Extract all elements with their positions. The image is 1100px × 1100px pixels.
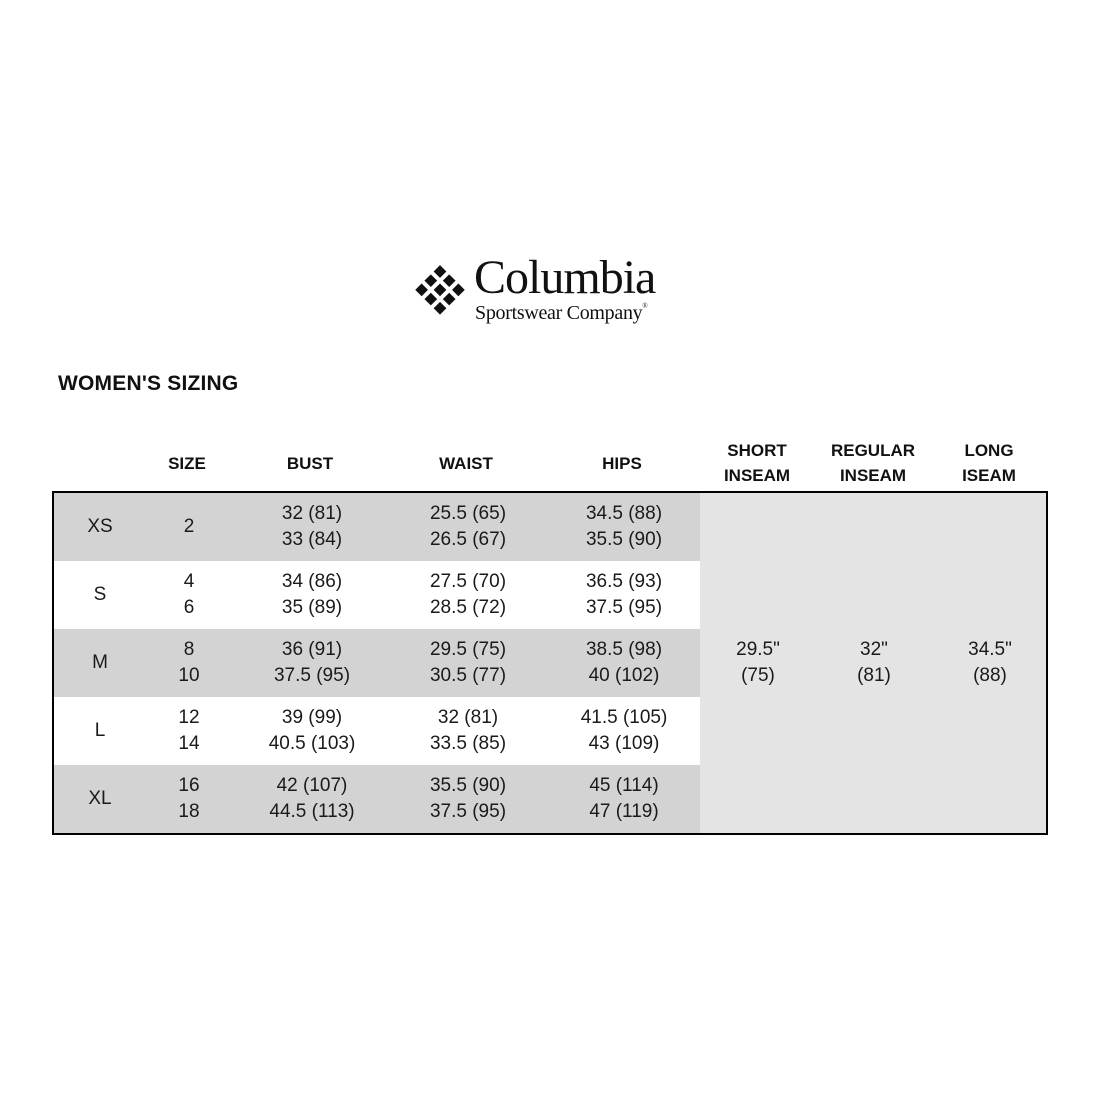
bust-values: 42 (107) 44.5 (113): [269, 774, 355, 822]
waist-values: 29.5 (75) 30.5 (77): [429, 638, 507, 686]
header-regular-inseam: REGULAR INSEAM: [830, 441, 916, 485]
waist-values: 32 (81) 33.5 (85): [429, 706, 507, 754]
header-short-inseam: SHORT INSEAM: [723, 441, 791, 485]
bust-values: 34 (86) 35 (89): [281, 570, 343, 618]
size-label: XL: [88, 787, 112, 809]
table-row-s: [54, 561, 700, 629]
waist-values: 25.5 (65) 26.5 (67): [429, 502, 507, 550]
hips-values: 38.5 (98) 40 (102): [585, 638, 663, 686]
inseam-block: [700, 493, 1046, 833]
header-long-inseam: LONG ISEAM: [962, 441, 1016, 485]
header-bust: BUST: [286, 454, 334, 473]
short-inseam-value: 29.5" (75): [736, 638, 780, 686]
regular-inseam-value: 32" (81): [857, 638, 891, 686]
brand-subtitle: Sportswear Company®: [475, 302, 648, 324]
size-label: XS: [87, 515, 113, 537]
long-inseam-value: 34.5" (88): [968, 638, 1012, 686]
size-numbers: 12 14: [178, 706, 200, 754]
bust-values: 39 (99) 40.5 (103): [268, 706, 356, 754]
columbia-logo: [408, 251, 698, 330]
size-numbers: 8 10: [178, 638, 200, 686]
size-label: L: [94, 719, 106, 741]
table-row-m: [54, 629, 700, 697]
size-label: M: [92, 651, 108, 673]
hips-values: 45 (114) 47 (119): [589, 774, 659, 822]
waist-values: 27.5 (70) 28.5 (72): [429, 570, 507, 618]
brand-name: Columbia: [474, 251, 656, 304]
table-row-xs: [54, 493, 700, 561]
header-hips: HIPS: [602, 454, 642, 473]
columbia-diamond-icon: [408, 262, 472, 322]
size-label: S: [93, 583, 107, 605]
hips-values: 34.5 (88) 35.5 (90): [585, 502, 663, 550]
page-title: WOMEN'S SIZING: [58, 372, 239, 395]
hips-values: 41.5 (105) 43 (109): [580, 706, 668, 754]
waist-values: 35.5 (90) 37.5 (95): [429, 774, 507, 822]
bust-values: 36 (91) 37.5 (95): [273, 638, 351, 686]
header-size: SIZE: [168, 454, 206, 473]
size-numbers: 2: [183, 515, 195, 537]
hips-values: 36.5 (93) 37.5 (95): [585, 570, 663, 618]
header-waist: WAIST: [439, 454, 493, 473]
size-numbers: 4 6: [183, 570, 195, 618]
sizing-table: [52, 491, 1048, 835]
size-numbers: 16 18: [178, 774, 200, 822]
bust-values: 32 (81) 33 (84): [281, 502, 343, 550]
table-row-l: [54, 697, 700, 765]
table-row-xl: [54, 765, 700, 833]
